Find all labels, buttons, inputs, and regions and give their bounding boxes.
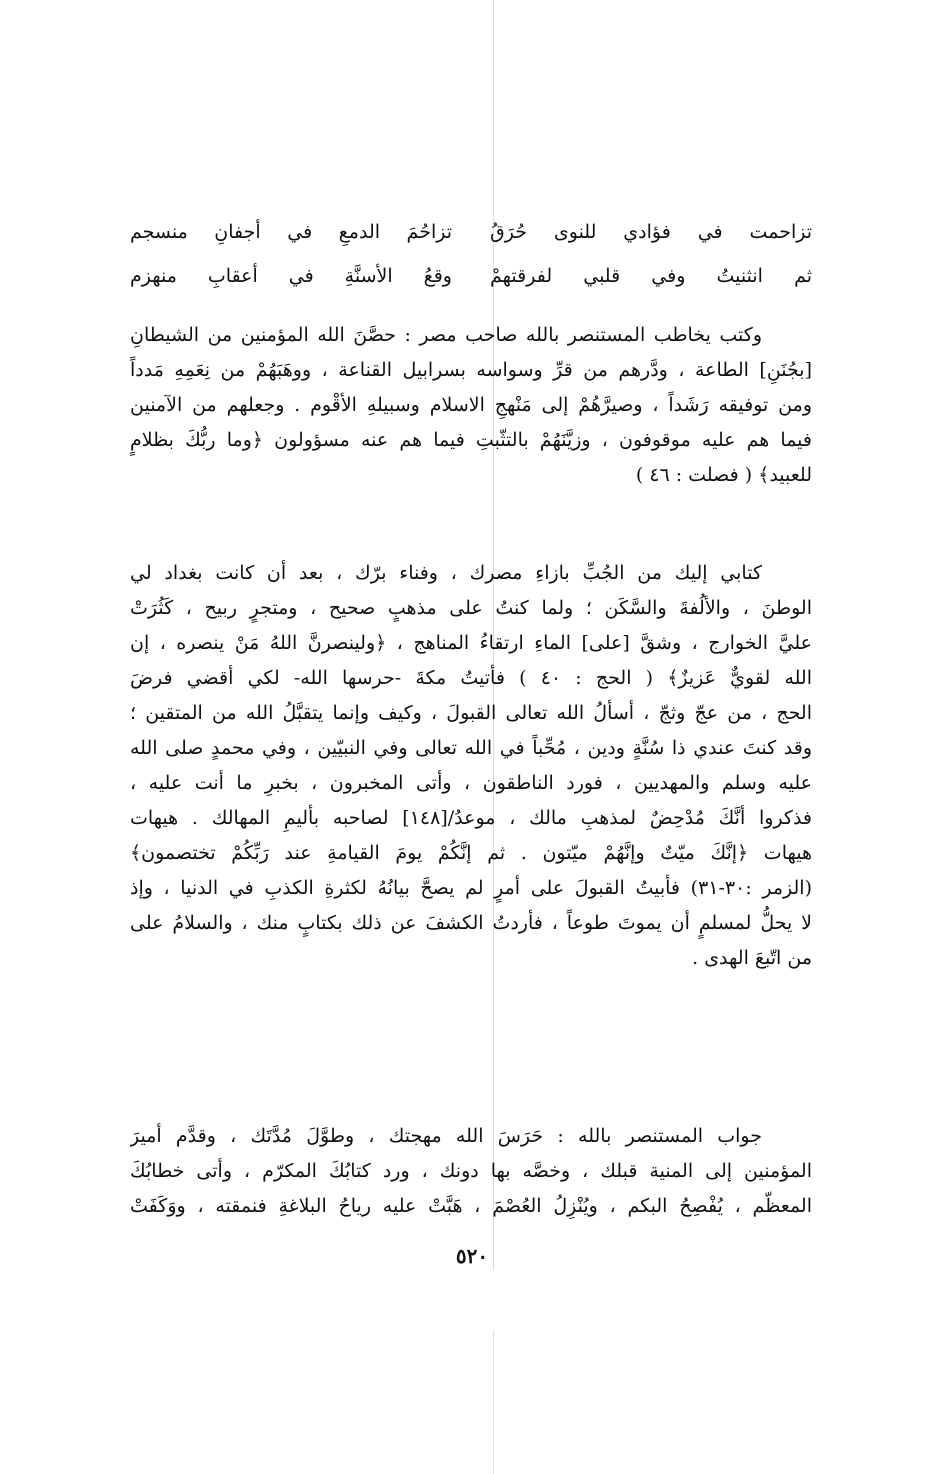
verse-first-hemistich: ثم انثنيتُ وفي قلبي لفرقتهمْ <box>490 265 812 287</box>
verse-second-hemistich: تزاحُمَ الدمعِ في أجفانِ منسجم <box>130 221 452 243</box>
text-line: (الزمر :٣٠-٣١) فأبيتُ القبولَ على أمرٍ لم يصحَّ بيانُهُ لكثرةِ الكذبِ في الدنيا ، وإذ <box>130 877 812 899</box>
paragraph-letter-body <box>130 556 812 976</box>
text-line: الحج ، من عجّ وثجّ ، أسألُ الله تعالى القبولَ ، وكيف وإنما يتقبَّلُ الله من المتقين ؛ <box>130 702 812 724</box>
poem-verse <box>130 210 812 254</box>
paragraph-letter-intro <box>130 318 812 493</box>
poem-block <box>130 210 812 298</box>
verse-second-hemistich: وقعُ الأسنَّةِ في أعقابِ منهزم <box>130 265 452 287</box>
text-line: المعظّم ، يُفْصِحُ البكم ، ويُنْزِلُ العُصْمَ ، هَبَّتْ عليه رياحُ البلاغةِ فنمقته ، ووَكَفَتْ <box>130 1195 812 1217</box>
verse-first-hemistich: تزاحمت في فؤادي للنوى حُرَقُ <box>490 221 812 243</box>
text-line: ومن توفيقه رَشَداً ، وصيرَّهُمْ إلى مَنْهجِ الاسلام وسبيلهِ الأقْوم . وجعلهم من الآمنين <box>130 394 812 416</box>
text-line: من اتّبعَ الهدى . <box>692 947 812 969</box>
text-line: عليَّ الخوارج ، وشقَّ [على] الماءِ ارتقاءُ المناهج ، ﴿ولينصرنَّ اللهُ مَنْ ينصره ، إن <box>130 632 812 654</box>
text-line: فيما هم عليه موقوفون ، وزيَّنَهُمْ بالتثّبتِ فيما هم عنه مسؤولون ﴿وما ربُّكَ بظلامٍ <box>130 429 812 451</box>
poem-verse <box>130 254 812 298</box>
page-number: ٥٢٠ <box>455 1244 489 1268</box>
text-line: وقد كنتَ عندي ذا سُنَّةٍ ودين ، مُحِّباً في الله تعالى وفي النبيّين ، وفي محمدٍ صلى الله <box>130 737 812 759</box>
text-line: عليه وسلم والمهديين ، فورد الناطقون ، وأتى المخبرون ، بخبرِ ما أنت عليه ، <box>130 772 812 794</box>
text-line: فذكروا أنَّكَ مُدْحِضٌ لمذهبِ مالك ، موعدُ/[١٤٨] لصاحبه بأليمِ المهالك . هيهات <box>130 807 812 829</box>
text-line: للعبيد﴾ ( فصلت : ٤٦ ) <box>635 464 812 486</box>
text-line: لا يحلُّ لمسلمٍ أن يموتَ طوعاً ، فأردتُ الكشفَ عن ذلك بكتابٍ منك ، والسلامُ على <box>130 912 812 934</box>
text-line: جواب المستنصر بالله : حَرَسَ الله مهجتك ، وطوَّلَ مُدَّتَك ، وقدَّم أميرَ <box>130 1125 762 1147</box>
text-line: الله لقويٌّ عَزيزٌ﴾ ( الحج : ٤٠ ) فأتيتُ مكةَ -حرسها الله- لكي أقضي فرضَ <box>130 667 812 689</box>
text-line: المؤمنين إلى المنية قبلك ، وخصَّه بها دونك ، ورد كتابُكَ المكرّم ، وأتى خطابُكَ <box>130 1160 812 1182</box>
text-line: الوطنَ ، والألُفةَ والسَّكَن ؛ ولما كنتُ على مذهبٍ صحيح ، ومتجرٍ ربيح ، كَثُرَتْ <box>130 597 812 619</box>
paragraph-reply <box>130 1119 812 1224</box>
text-line: [بجُنَنِ] الطاعة ، ودَّرهم من قرِّ وسواسه بسرابيل القناعة ، ووهَبَهُمْ من نِعَمِهِ مَدداً <box>130 359 812 381</box>
page-fold-line-lower <box>493 1330 494 1474</box>
text-line: وكتب يخاطب المستنصر بالله صاحب مصر : حصَّنَ الله المؤمنين من الشيطانِ <box>130 324 762 346</box>
text-line: هيهات ﴿إنَّكَ ميّتٌ وإنَّهُمْ ميّتون . ثم إنَّكُمْ يومَ القيامةِ عند رَبِّكُمْ تختصمون﴾ <box>130 842 812 864</box>
text-line: كتابي إليك من الجُبِّ بازاءِ مصرك ، وفناء برّك ، بعد أن كانت بغداد لي <box>130 562 762 584</box>
